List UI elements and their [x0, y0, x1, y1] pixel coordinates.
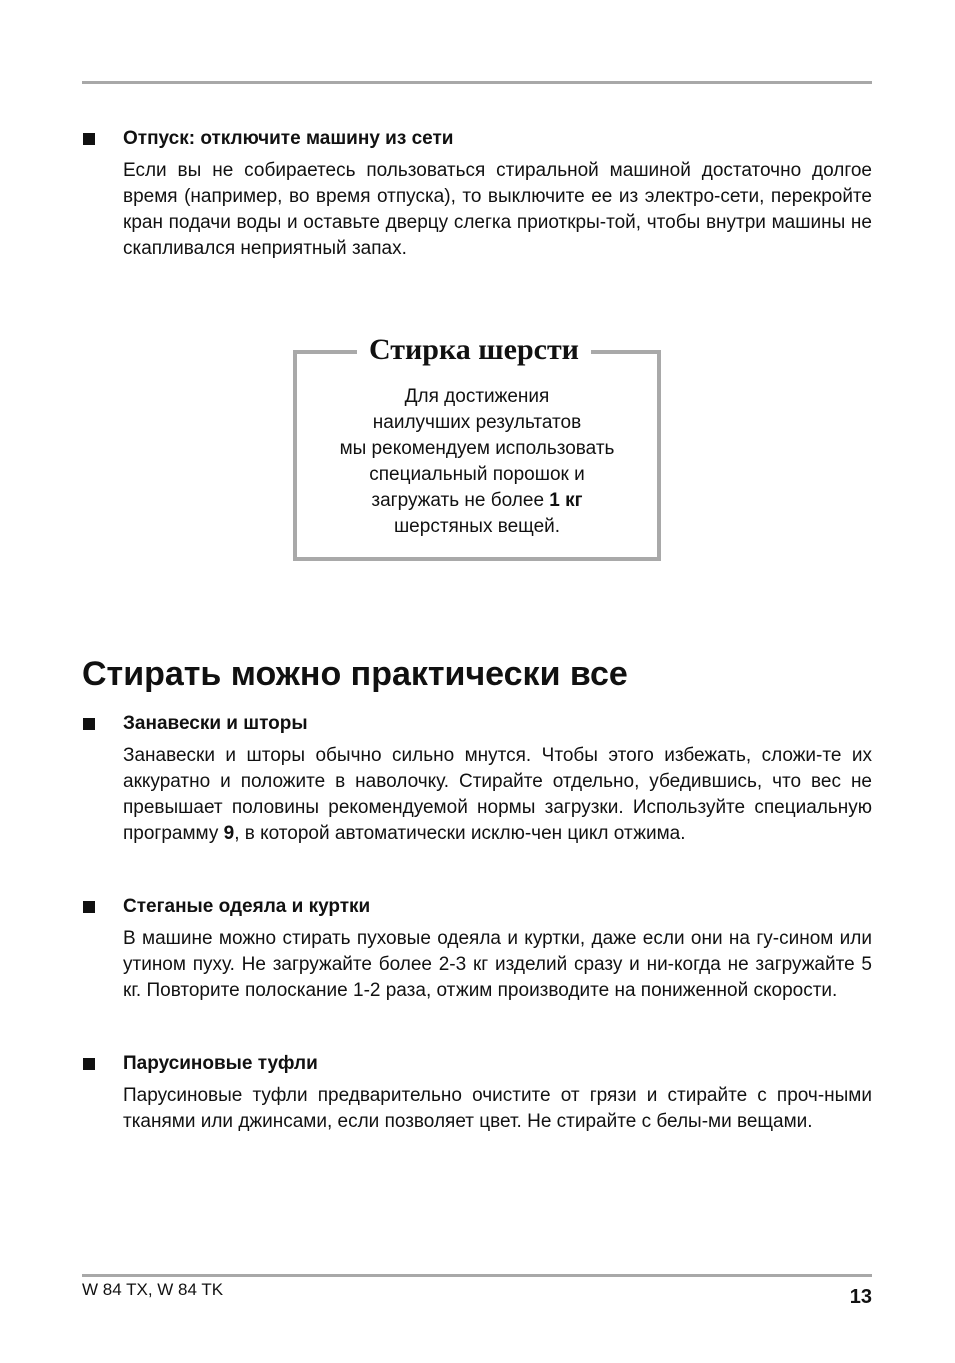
- bullet-square-icon: [83, 718, 95, 730]
- section-quilts: [82, 895, 872, 1004]
- box-body: [297, 384, 657, 540]
- body-text: Занавески и шторы обычно сильно мнутся. Чтобы этого избежать, сложи-те их аккуратно и положите в наволочку. Стирайте отдельно, убедившись, что вес не превышает половины рекомендуемой нормы загрузки. Используйте специальную программу: [123, 745, 872, 844]
- section-title: Отпуск: отключите машину из сети: [123, 128, 454, 149]
- section-title: Занавески и шторы: [123, 713, 308, 734]
- box-line: наилучших результатов: [372, 412, 582, 433]
- bullet-square-icon: [83, 901, 95, 913]
- section-body: [123, 743, 872, 847]
- program-number: 9: [223, 823, 235, 844]
- box-line-bold: 1 кг: [549, 490, 583, 511]
- box-line: мы рекомендуем использовать: [339, 438, 615, 459]
- bullet-square-icon: [83, 1058, 95, 1070]
- section-title: Парусиновые туфли: [123, 1053, 318, 1074]
- page-heading: Стирать можно практически все: [82, 655, 628, 693]
- body-text: , в которой автоматически исклю-чен цикл отжима.: [234, 823, 686, 844]
- box-line: шерстяных вещей.: [393, 516, 561, 537]
- bottom-divider: [82, 1274, 872, 1277]
- section-body: Парусиновые туфли предварительно очистите от грязи и стирайте с проч-ными тканями или джинсами, если позволяет цвет. Не стирайте с белы-ми вещами.: [123, 1085, 872, 1132]
- top-divider: [82, 81, 872, 84]
- box-line-text: загружать не более: [371, 490, 550, 511]
- box-line: Для достижения: [404, 386, 550, 407]
- section-title: Стеганые одеяла и куртки: [123, 896, 371, 917]
- section-vacation: [82, 127, 872, 262]
- section-body: В машине можно стирать пуховые одеяла и куртки, даже если они на гу-сином или утином пуху. Не загружайте более 2-3 кг изделий сразу и ни-когда не загружайте 5 кг. Повторите полоскание 1-2 раза, отжим производите на пониженной скорости.: [123, 928, 872, 1001]
- footer-model: W 84 TX, W 84 TK: [82, 1280, 224, 1299]
- box-line: специальный порошок и: [369, 464, 585, 485]
- page-number: 13: [849, 1286, 872, 1308]
- wool-wash-box: [293, 333, 661, 561]
- section-shoes: [82, 1052, 872, 1135]
- section-curtains: [82, 712, 872, 847]
- box-line: [297, 488, 657, 514]
- box-title: Стирка шерсти: [357, 330, 591, 370]
- bullet-square-icon: [83, 133, 95, 145]
- section-body: Если вы не собираетесь пользоваться стиральной машиной достаточно долгое время (например, во время отпуска), то выключите ее из электро-сети, перекройте кран подачи воды и оставьте дверцу слегка приоткры-той, чтобы внутри машины не скапливался неприятный запах.: [123, 160, 872, 259]
